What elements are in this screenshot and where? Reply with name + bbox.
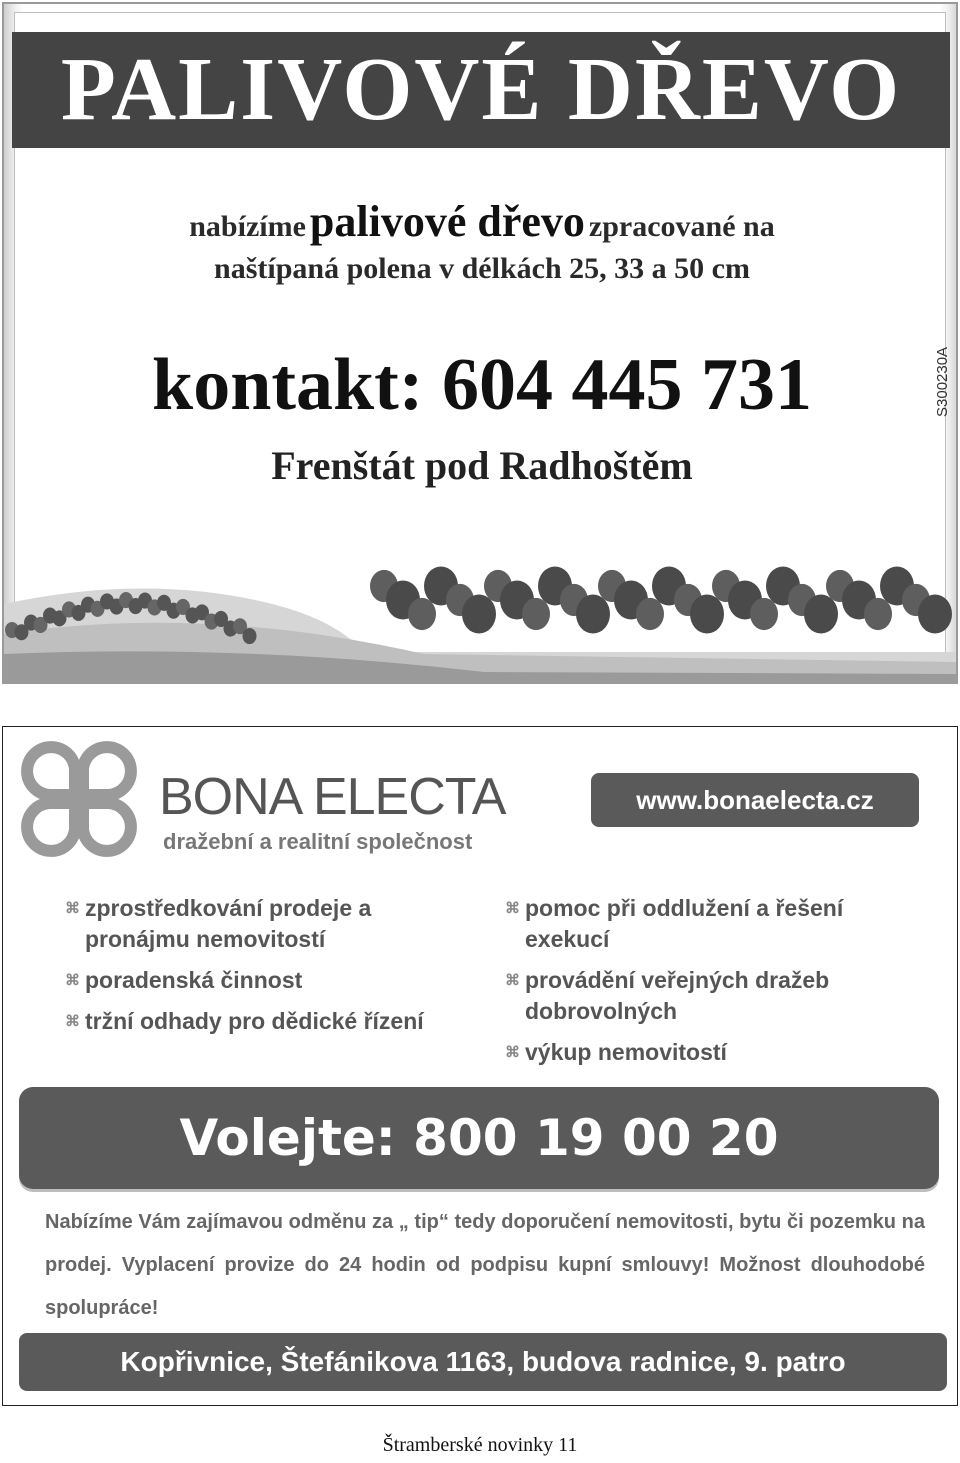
address-banner — [19, 1333, 947, 1391]
service-text: výkup nemovitostí — [525, 1039, 727, 1065]
tree-icon — [690, 594, 724, 633]
bullet-icon: ⌘ — [65, 1013, 80, 1030]
offer-line-1 — [4, 196, 958, 247]
service-text: provádění veřejných dražeb dobrovolných — [525, 967, 830, 1024]
service-item — [65, 965, 465, 996]
title-banner — [12, 32, 950, 148]
service-text: poradenská činnost — [85, 967, 303, 993]
offer-highlight: palivové dřevo — [309, 197, 585, 246]
tree-icon — [243, 628, 257, 644]
offer-prefix: nabízíme — [189, 210, 306, 243]
service-text: tržní odhady pro dědické řízení — [85, 1008, 424, 1034]
service-item — [505, 1037, 925, 1068]
contact-city: Frenštát pod Radhoštěm — [271, 443, 693, 488]
website-link[interactable]: www.bonaelecta.cz — [591, 773, 919, 827]
tree-icon — [408, 598, 436, 630]
services-left-list — [65, 893, 465, 1047]
tree-icon — [804, 594, 838, 633]
bullet-icon: ⌘ — [65, 972, 80, 989]
tree-icon — [864, 598, 892, 630]
bullet-icon: ⌘ — [505, 972, 520, 989]
tree-icon — [636, 598, 664, 630]
service-item — [505, 965, 925, 1027]
bona-electa-ad — [2, 726, 958, 1406]
forest-landscape-illustration — [4, 534, 956, 682]
firewood-ad — [2, 2, 958, 684]
service-item — [65, 893, 465, 955]
bullet-icon: ⌘ — [65, 900, 80, 917]
service-item — [65, 1006, 465, 1037]
service-text: pomoc při oddlužení a řešení exekucí — [525, 895, 844, 952]
service-text: zprostředkování prodeje a pronájmu nemovitostí — [85, 895, 372, 952]
tree-icon — [750, 598, 778, 630]
tree-icon — [522, 598, 550, 630]
tree-icon — [918, 594, 952, 633]
service-item — [505, 893, 925, 955]
reward-offer-text: Nabízíme Vám zajímavou odměnu za „ tip“ tedy doporučení nemovitosti, bytu či pozemku na prodej. Vyplacení provize do 24 hodin od podpisu kupní smlouvy! Možnost dlouhodobé spolupráce! — [45, 1211, 925, 1319]
page-footer: Štramberské novinky 11 — [382, 1434, 578, 1456]
office-address: Kopřivnice, Štefánikova 1163, budova radnice, 9. patro — [120, 1346, 846, 1377]
services-right-list — [505, 893, 925, 1078]
offer-suffix: zpracované na — [588, 210, 775, 243]
call-phone: Volejte: 800 19 00 20 — [179, 1109, 779, 1167]
contact-phone: kontakt: 604 445 731 — [152, 344, 812, 426]
bullet-icon: ⌘ — [505, 900, 520, 917]
bullet-icon: ⌘ — [505, 1044, 520, 1061]
tree-icon — [462, 594, 496, 633]
ad-code: S300230A — [934, 346, 951, 418]
tree-icon — [576, 594, 610, 633]
ad-title: PALIVOVÉ DŘEVO — [60, 40, 902, 139]
brand-name: BONA ELECTA — [159, 768, 506, 826]
offer-line-2: naštípaná polena v délkách 25, 33 a 50 cm — [214, 252, 750, 285]
clover-logo-icon — [19, 739, 139, 859]
call-banner — [19, 1087, 939, 1189]
brand-subtitle: dražební a realitní společnost — [163, 829, 473, 854]
